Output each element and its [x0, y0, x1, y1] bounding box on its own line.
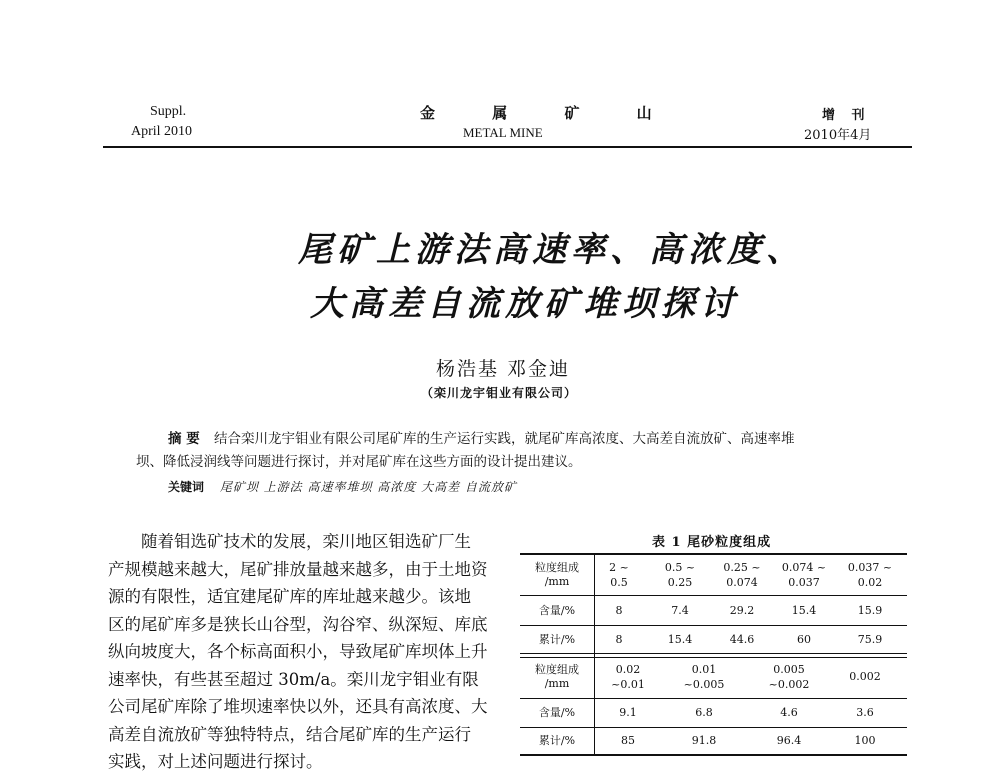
table-rule	[520, 698, 907, 699]
table-col-rule	[594, 553, 595, 755]
body-line: 实践，对上述问题进行探讨。	[108, 752, 323, 771]
table-size-range-top: 0.01	[691, 663, 717, 676]
table-cumulative-cell: 8	[615, 633, 623, 646]
table-content-cell: 15.4	[791, 604, 817, 617]
article-authors: 杨浩基 邓金迪	[436, 358, 571, 380]
table-cumulative-cell: 85	[621, 734, 635, 747]
table-cumulative-cell: 15.4	[667, 633, 693, 646]
header-date-en: April 2010	[131, 124, 193, 139]
table-size-range-top: 0.005	[773, 663, 805, 676]
table-head-line1: 粒度组成	[535, 663, 579, 676]
header-rule	[103, 146, 912, 148]
table-size-range-bottom: 0.25	[667, 576, 693, 589]
table-cumulative-cell: 44.6	[729, 633, 755, 646]
table-cumulative-cell: 60	[797, 633, 811, 646]
table-size-range-top: 0.037 ~	[847, 561, 893, 574]
abstract-text-1: 结合栾川龙宇钼业有限公司尾矿库的生产运行实践，就尾矿库高浓度、大高差自流放矿、高速率堆	[214, 431, 795, 447]
table-row-label: 含量/%	[538, 604, 576, 617]
table-content-cell: 3.6	[856, 706, 874, 719]
table-size-range-bottom: 0.02	[857, 576, 883, 589]
table-content-cell: 6.8	[695, 706, 713, 719]
table-rule	[520, 595, 907, 596]
table-head-line2: /mm	[544, 575, 570, 588]
body-line: 速率快，有些甚至超过 30m/a。栾川龙宇钼业有限	[108, 669, 479, 689]
table-row-label: 含量/%	[538, 706, 576, 719]
body-line: 产规模越来越大，尾矿排放量越来越多，由于土地资	[108, 559, 488, 579]
keywords-label: 关键词	[168, 480, 205, 494]
table-size-range-top: 2 ~	[609, 561, 629, 574]
table-bottom-rule	[520, 754, 907, 756]
body-line: 公司尾矿库除了堆坝速率快以外，还具有高浓度、大	[108, 697, 488, 716]
body-line: 区的尾矿库多是狭长山谷型，沟谷窄、纵深短、库底	[108, 614, 488, 634]
body-line: 源的有限性，适宜建尾矿库的库址越来越少。该地	[108, 587, 471, 606]
table-content-cell: 4.6	[780, 706, 798, 719]
table-cumulative-cell: 91.8	[691, 734, 717, 747]
table-cumulative-cell: 100	[854, 734, 876, 747]
table-content-cell: 15.9	[857, 604, 883, 617]
table-head-line2: /mm	[544, 677, 570, 690]
article-title-line1: 尾矿上游法高速率、高浓度、	[298, 230, 805, 270]
article-title-line2: 大高差自流放矿堆坝探讨	[310, 284, 739, 324]
table-size-range-top: 0.5 ~	[664, 561, 696, 574]
body-column	[108, 528, 492, 776]
abstract-line2: 坝、降低浸润线等问题进行探讨，并对尾矿库在这些方面的设计提出建议。	[136, 454, 582, 470]
table-rule	[520, 657, 907, 658]
keywords-text: 尾矿坝 上游法 高速率堆坝 高浓度 大高差 自流放矿	[219, 480, 517, 494]
table-row-label: 累计/%	[538, 633, 576, 646]
header-date-cn: 2010年4月	[804, 128, 872, 143]
table-head-label	[526, 663, 588, 691]
header-journal-en: METAL MINE	[463, 125, 543, 140]
table-size-range-bottom: 0.037	[788, 576, 820, 589]
table-size-range-top: 0.25 ~	[723, 561, 761, 574]
table-size-range-top: 0.002	[849, 670, 881, 683]
article-affiliation: （栾川龙宇钼业有限公司）	[421, 386, 578, 400]
abstract-label: 摘 要	[168, 431, 200, 447]
table-rule	[520, 625, 907, 626]
table-top-rule	[520, 553, 907, 555]
table-content-cell: 7.4	[671, 604, 689, 617]
header-suppl-cn: 增 刊	[822, 108, 871, 123]
table-rule	[520, 653, 907, 654]
body-line: 高差自流放矿等独特特点，结合尾矿库的生产运行	[108, 724, 471, 744]
table-size-range-bottom: ~0.005	[683, 678, 725, 691]
table-content-cell: 9.1	[619, 706, 637, 719]
table-rule	[520, 727, 907, 728]
table-row-label: 累计/%	[538, 734, 576, 747]
table-size-range-bottom: ~0.002	[768, 678, 810, 691]
header-journal-cn: 金 属 矿 山	[420, 104, 678, 122]
table-size-range-bottom: ~0.01	[611, 678, 645, 691]
table-content-cell: 29.2	[729, 604, 755, 617]
body-line: 纵向坡度大，各个标高面积小，导致尾矿库坝体上升	[108, 642, 488, 661]
table-size-range-bottom: 0.5	[610, 576, 628, 589]
table-head-label	[526, 561, 588, 589]
table-title: 表 1 尾砂粒度组成	[652, 535, 772, 550]
table-head-line1: 粒度组成	[535, 561, 579, 574]
table-size-range-top: 0.02	[615, 663, 641, 676]
abstract-line1	[168, 428, 795, 450]
table-size-range-bottom: 0.074	[726, 576, 758, 589]
table-cumulative-cell: 75.9	[857, 633, 883, 646]
body-line: 随着钼选矿技术的发展，栾川地区钼选矿厂生	[141, 532, 471, 551]
table-size-range-top: 0.074 ~	[781, 561, 827, 574]
header-suppl: Suppl.	[150, 104, 187, 119]
keywords-line	[168, 476, 517, 498]
table-content-cell: 8	[615, 604, 623, 617]
table-cumulative-cell: 96.4	[776, 734, 802, 747]
